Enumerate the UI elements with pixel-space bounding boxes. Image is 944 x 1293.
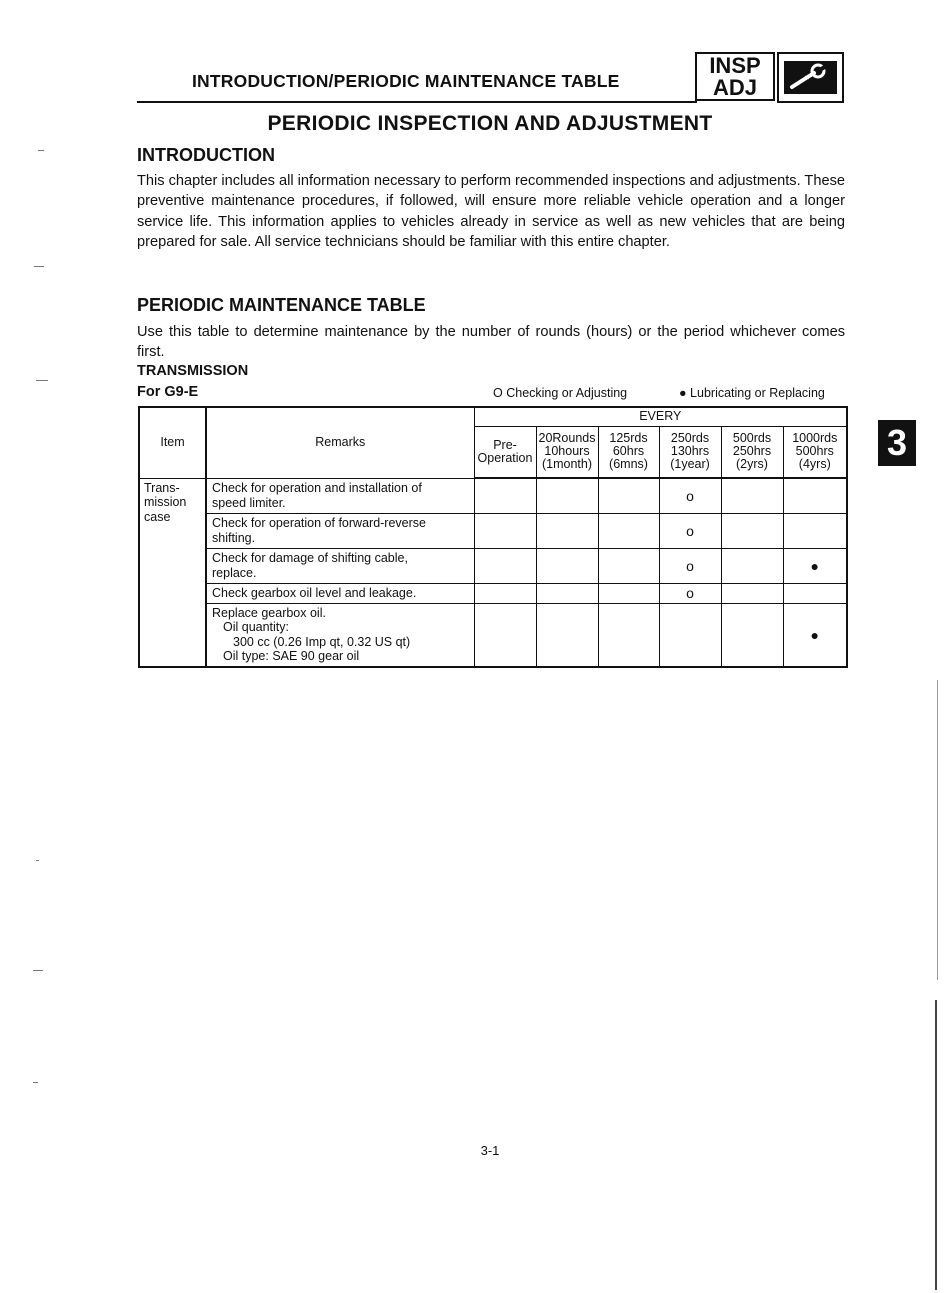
mark-cell [536, 478, 598, 513]
scan-edge-line [935, 1000, 937, 1290]
header-item: Item [139, 407, 206, 478]
interval-250rds: 250rds 130hrs (1year) [659, 426, 721, 478]
legend-replacing [679, 386, 825, 400]
remark-cell: Check for damage of shifting cable, replace. [206, 548, 474, 583]
header-rule [137, 101, 697, 103]
mark-cell [783, 478, 847, 513]
legend-replacing-label: Lubricating or Replacing [690, 386, 825, 400]
table-row [139, 478, 847, 513]
mark-cell: o [659, 478, 721, 513]
interval-pre-operation: Pre- Operation [474, 426, 536, 478]
mark-cell [783, 513, 847, 548]
mark-cell [474, 583, 536, 603]
introduction-paragraph: This chapter includes all information necessary to perform recommended inspections and adjustments. These preventive maintenance procedures, if followed, will ensure more reliable vehicle operation and a longer service life. This information applies to vehicles already in service as well as new vehicles that are being prepared for sale. All service technicians should be familiar with this entire chapter. [137, 173, 845, 250]
header-remarks: Remarks [206, 407, 474, 478]
table-row [139, 513, 847, 548]
header-title: INTRODUCTION/PERIODIC MAINTENANCE TABLE [192, 71, 620, 91]
page-title: PERIODIC INSPECTION AND ADJUSTMENT [267, 112, 713, 135]
mark-cell [721, 478, 783, 513]
maintenance-paragraph: Use this table to determine maintenance by the number of rounds (hours) or the period whichever comes first. [137, 324, 845, 361]
mark-cell [598, 603, 659, 667]
mark-cell [721, 583, 783, 603]
maintenance-table [138, 406, 848, 668]
badge-line-1: INSP [709, 53, 761, 78]
mark-cell [721, 513, 783, 548]
badge-line-2: ADJ [712, 75, 757, 100]
mark-cell: o [659, 548, 721, 583]
open-circle-icon: O [493, 386, 503, 400]
interval-1000rds: 1000rds 500hrs (4yrs) [783, 426, 847, 478]
interval-500rds: 500rds 250hrs (2yrs) [721, 426, 783, 478]
mark-cell [536, 603, 598, 667]
mark-cell: o [659, 513, 721, 548]
mark-cell [474, 548, 536, 583]
scan-edge-line [937, 680, 938, 980]
scan-speck [36, 860, 39, 861]
mark-cell: o [659, 583, 721, 603]
remark-cell: Check for operation and installation of speed limiter. [206, 478, 474, 513]
model-heading: For G9-E [137, 384, 199, 400]
mark-cell [536, 583, 598, 603]
table-row [139, 548, 847, 583]
mark-cell [474, 603, 536, 667]
mark-cell [721, 548, 783, 583]
mark-cell [536, 548, 598, 583]
chapter-tab: 3 [878, 420, 916, 466]
mark-cell: ● [783, 603, 847, 667]
mark-cell: ● [783, 548, 847, 583]
mark-cell [598, 513, 659, 548]
page-number: 3-1 [480, 1143, 500, 1158]
mark-cell [659, 603, 721, 667]
mark-cell [536, 513, 598, 548]
insp-adj-badge [695, 52, 775, 101]
remark-cell: Replace gearbox oil. Oil quantity: 300 cc (0.26 Imp qt, 0.32 US qt) Oil type: SAE 90 gear oil [206, 603, 474, 667]
item-transmission-case: Trans- mission case [139, 478, 206, 667]
scan-speck [33, 970, 43, 971]
scan-speck [38, 150, 44, 151]
mark-cell [474, 478, 536, 513]
mark-cell [783, 583, 847, 603]
filled-circle-icon: ● [679, 386, 687, 400]
table-row [139, 583, 847, 603]
remark-cell: Check gearbox oil level and leakage. [206, 583, 474, 603]
mark-cell [598, 478, 659, 513]
wrench-icon [784, 61, 837, 94]
mark-cell [598, 583, 659, 603]
interval-125rds: 125rds 60hrs (6mns) [598, 426, 659, 478]
legend-checking [493, 386, 627, 400]
mark-cell [474, 513, 536, 548]
scan-speck [34, 266, 44, 267]
scan-speck [33, 1082, 38, 1083]
interval-20rounds: 20Rounds 10hours (1month) [536, 426, 598, 478]
legend-checking-label: Checking or Adjusting [506, 386, 628, 400]
mark-cell [721, 603, 783, 667]
mark-cell [598, 548, 659, 583]
maintenance-heading: PERIODIC MAINTENANCE TABLE [137, 295, 426, 315]
tool-badge [777, 52, 844, 103]
transmission-heading: TRANSMISSION [137, 363, 249, 379]
remark-cell: Check for operation of forward-reverse shifting. [206, 513, 474, 548]
scan-speck [36, 380, 48, 381]
introduction-heading: INTRODUCTION [137, 145, 275, 165]
table-row [139, 603, 847, 667]
header-every: EVERY [474, 407, 847, 426]
